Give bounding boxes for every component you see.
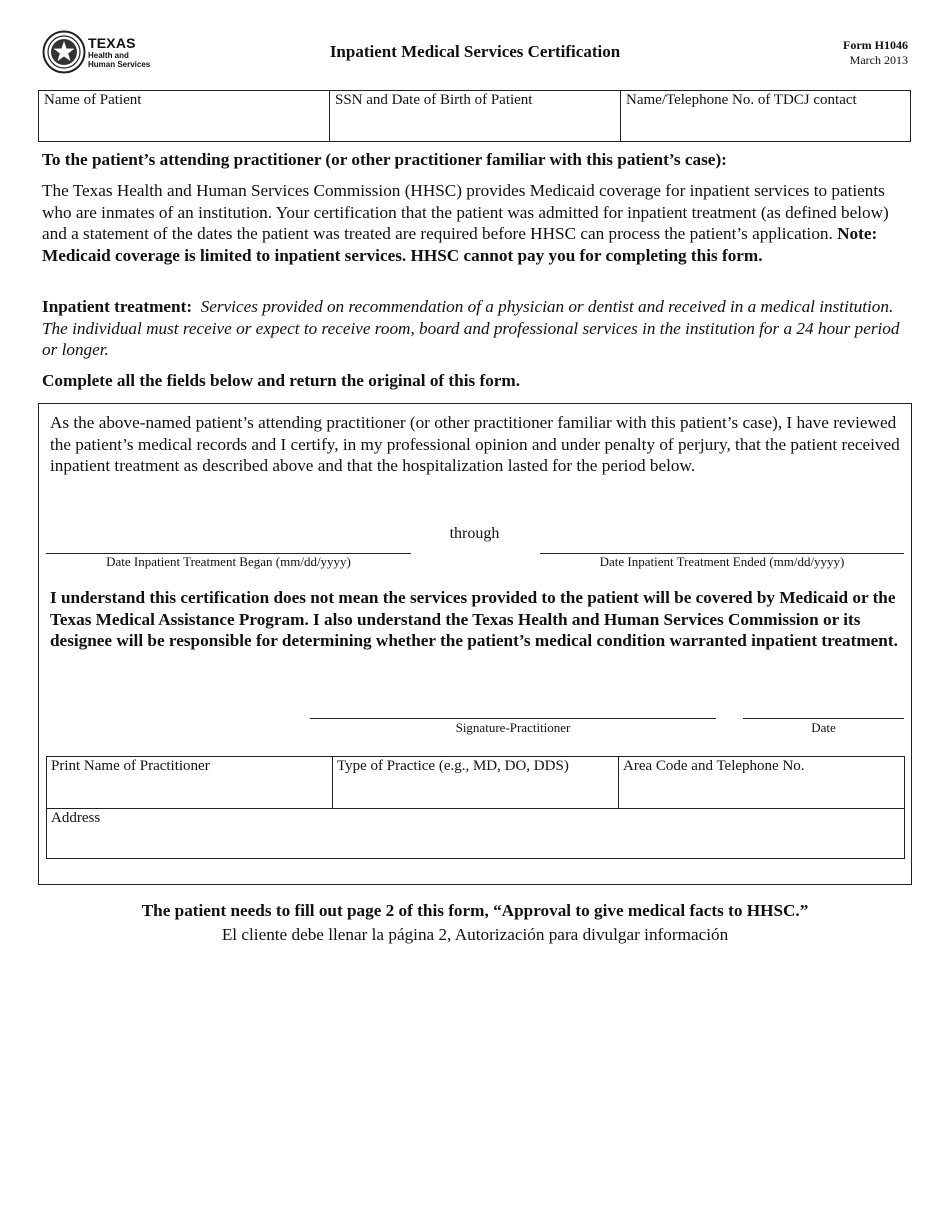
ssn-dob-label: SSN and Date of Birth of Patient bbox=[335, 92, 533, 108]
print-name-label: Print Name of Practitioner bbox=[51, 758, 210, 774]
certification-statement: As the above-named patient’s attending practitioner (or other practitioner familiar with this patient’s case), I have reviewed the patient’s medical records and I certify, in my professional opinion and under penalty of perjury, that the patient received inpatient treatment as described above and that the hospitalization lasted for the period below. bbox=[50, 413, 900, 475]
practice-type-field[interactable] bbox=[337, 775, 614, 803]
signature-date-line[interactable] bbox=[743, 718, 904, 719]
patient-name-field[interactable] bbox=[44, 109, 324, 139]
phone-field[interactable] bbox=[623, 775, 900, 803]
definition-text: Services provided on recommendation of a physician or dentist and received in a medical institution. The individual must receive or expect to receive room, board and professional services in the institution for a 24 hour period or longer. bbox=[42, 297, 900, 359]
definition-paragraph bbox=[42, 296, 912, 361]
address-field[interactable] bbox=[51, 827, 900, 855]
tdcj-contact-cell[interactable] bbox=[621, 91, 910, 141]
form-identifier bbox=[843, 38, 908, 68]
patient-name-label: Name of Patient bbox=[44, 92, 142, 108]
instruction-text: Complete all the fields below and return the original of this form. bbox=[42, 371, 521, 390]
intro-paragraph bbox=[42, 180, 912, 266]
tdcj-contact-label: Name/Telephone No. of TDCJ contact bbox=[626, 92, 857, 108]
practitioner-info-row bbox=[47, 757, 904, 809]
form-number: Form H1046 bbox=[843, 38, 908, 52]
date-began-label: Date Inpatient Treatment Began (mm/dd/yyyy) bbox=[106, 554, 351, 569]
definition-term: Inpatient treatment: bbox=[42, 297, 193, 316]
form-date: March 2013 bbox=[849, 53, 908, 67]
phone-label: Area Code and Telephone No. bbox=[623, 758, 805, 774]
address-label: Address bbox=[51, 810, 101, 826]
ssn-dob-field[interactable] bbox=[335, 109, 615, 139]
signature-date-label: Date bbox=[811, 720, 836, 735]
understanding-statement: I understand this certification does not mean the services provided to the patient will be covered by Medicaid or the Texas Medical Assistance Program. I also understand the Texas Health and Human Services Commission or its designee will be responsible for determining whether the patient’s medical condition warranted inpatient treatment. bbox=[50, 588, 898, 650]
form-title: Inpatient Medical Services Certification bbox=[329, 42, 621, 61]
print-name-field[interactable] bbox=[51, 775, 328, 803]
signature-label: Signature-Practitioner bbox=[455, 720, 571, 735]
ssn-dob-cell[interactable] bbox=[330, 91, 621, 141]
practice-type-cell[interactable] bbox=[333, 757, 619, 808]
phone-cell[interactable] bbox=[619, 757, 904, 808]
intro-note: Note: Medicaid coverage is limited to inpatient services. HHSC cannot pay you for completing this form. bbox=[42, 224, 878, 265]
patient-info-table bbox=[38, 90, 911, 142]
address-cell[interactable] bbox=[47, 809, 904, 859]
certification-box bbox=[38, 403, 912, 885]
footer-english: The patient needs to fill out page 2 of this form, “Approval to give medical facts to HHSC.” bbox=[141, 901, 809, 920]
through-text: through bbox=[449, 525, 500, 542]
print-name-cell[interactable] bbox=[47, 757, 333, 808]
patient-name-cell[interactable] bbox=[39, 91, 330, 141]
practitioner-info-table bbox=[46, 756, 905, 859]
practitioner-heading: To the patient’s attending practitioner (or other practitioner familiar with this patient’s case): bbox=[42, 150, 727, 169]
logo-title: TEXAS bbox=[88, 35, 136, 51]
intro-body: The Texas Health and Human Services Commission (HHSC) provides Medicaid coverage for inpatient services to patients who are inmates of an institution. Your certification that the patient was admitted for inpatient treatment (as defined below) and a statement of the dates the patient was treated are required before HHSC can process the patient’s application. bbox=[42, 181, 889, 243]
practice-type-label: Type of Practice (e.g., MD, DO, DDS) bbox=[337, 758, 569, 774]
date-ended-label: Date Inpatient Treatment Ended (mm/dd/yyyy) bbox=[599, 554, 845, 569]
tdcj-contact-field[interactable] bbox=[626, 109, 905, 139]
signature-line[interactable] bbox=[310, 718, 716, 719]
footer-spanish: El cliente debe llenar la página 2, Autorización para divulgar información bbox=[221, 925, 729, 944]
logo-subtitle: Health and Human Services bbox=[88, 51, 151, 69]
